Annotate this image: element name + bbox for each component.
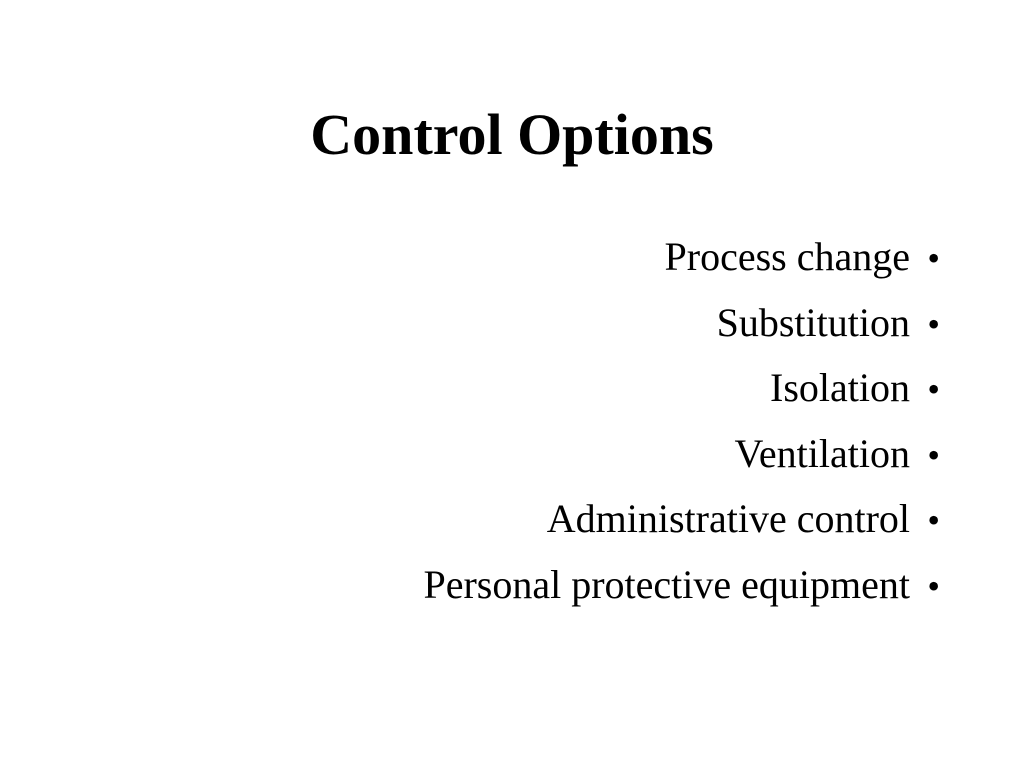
list-item (423, 424, 940, 490)
list-item (423, 358, 940, 424)
bullet-text: Process change (664, 234, 910, 279)
bullet-icon: • (927, 238, 940, 278)
list-item (423, 227, 940, 293)
bullet-text: Substitution (716, 299, 910, 345)
bullet-icon: • (927, 303, 940, 344)
list-item (423, 555, 940, 621)
bullet-text: Isolation (770, 365, 910, 410)
slide-title: Control Options (310, 102, 714, 167)
bullet-icon: • (927, 500, 940, 540)
list-item (423, 489, 940, 555)
bullet-icon: • (927, 434, 940, 475)
bullet-icon: • (927, 369, 940, 409)
list-item (423, 293, 940, 359)
bullet-text: Personal protective equipment (423, 561, 910, 607)
bullet-text: Ventilation (734, 430, 910, 476)
bullet-text: Administrative control (546, 496, 910, 541)
bullet-icon: • (927, 565, 940, 606)
bullet-list (423, 227, 940, 620)
